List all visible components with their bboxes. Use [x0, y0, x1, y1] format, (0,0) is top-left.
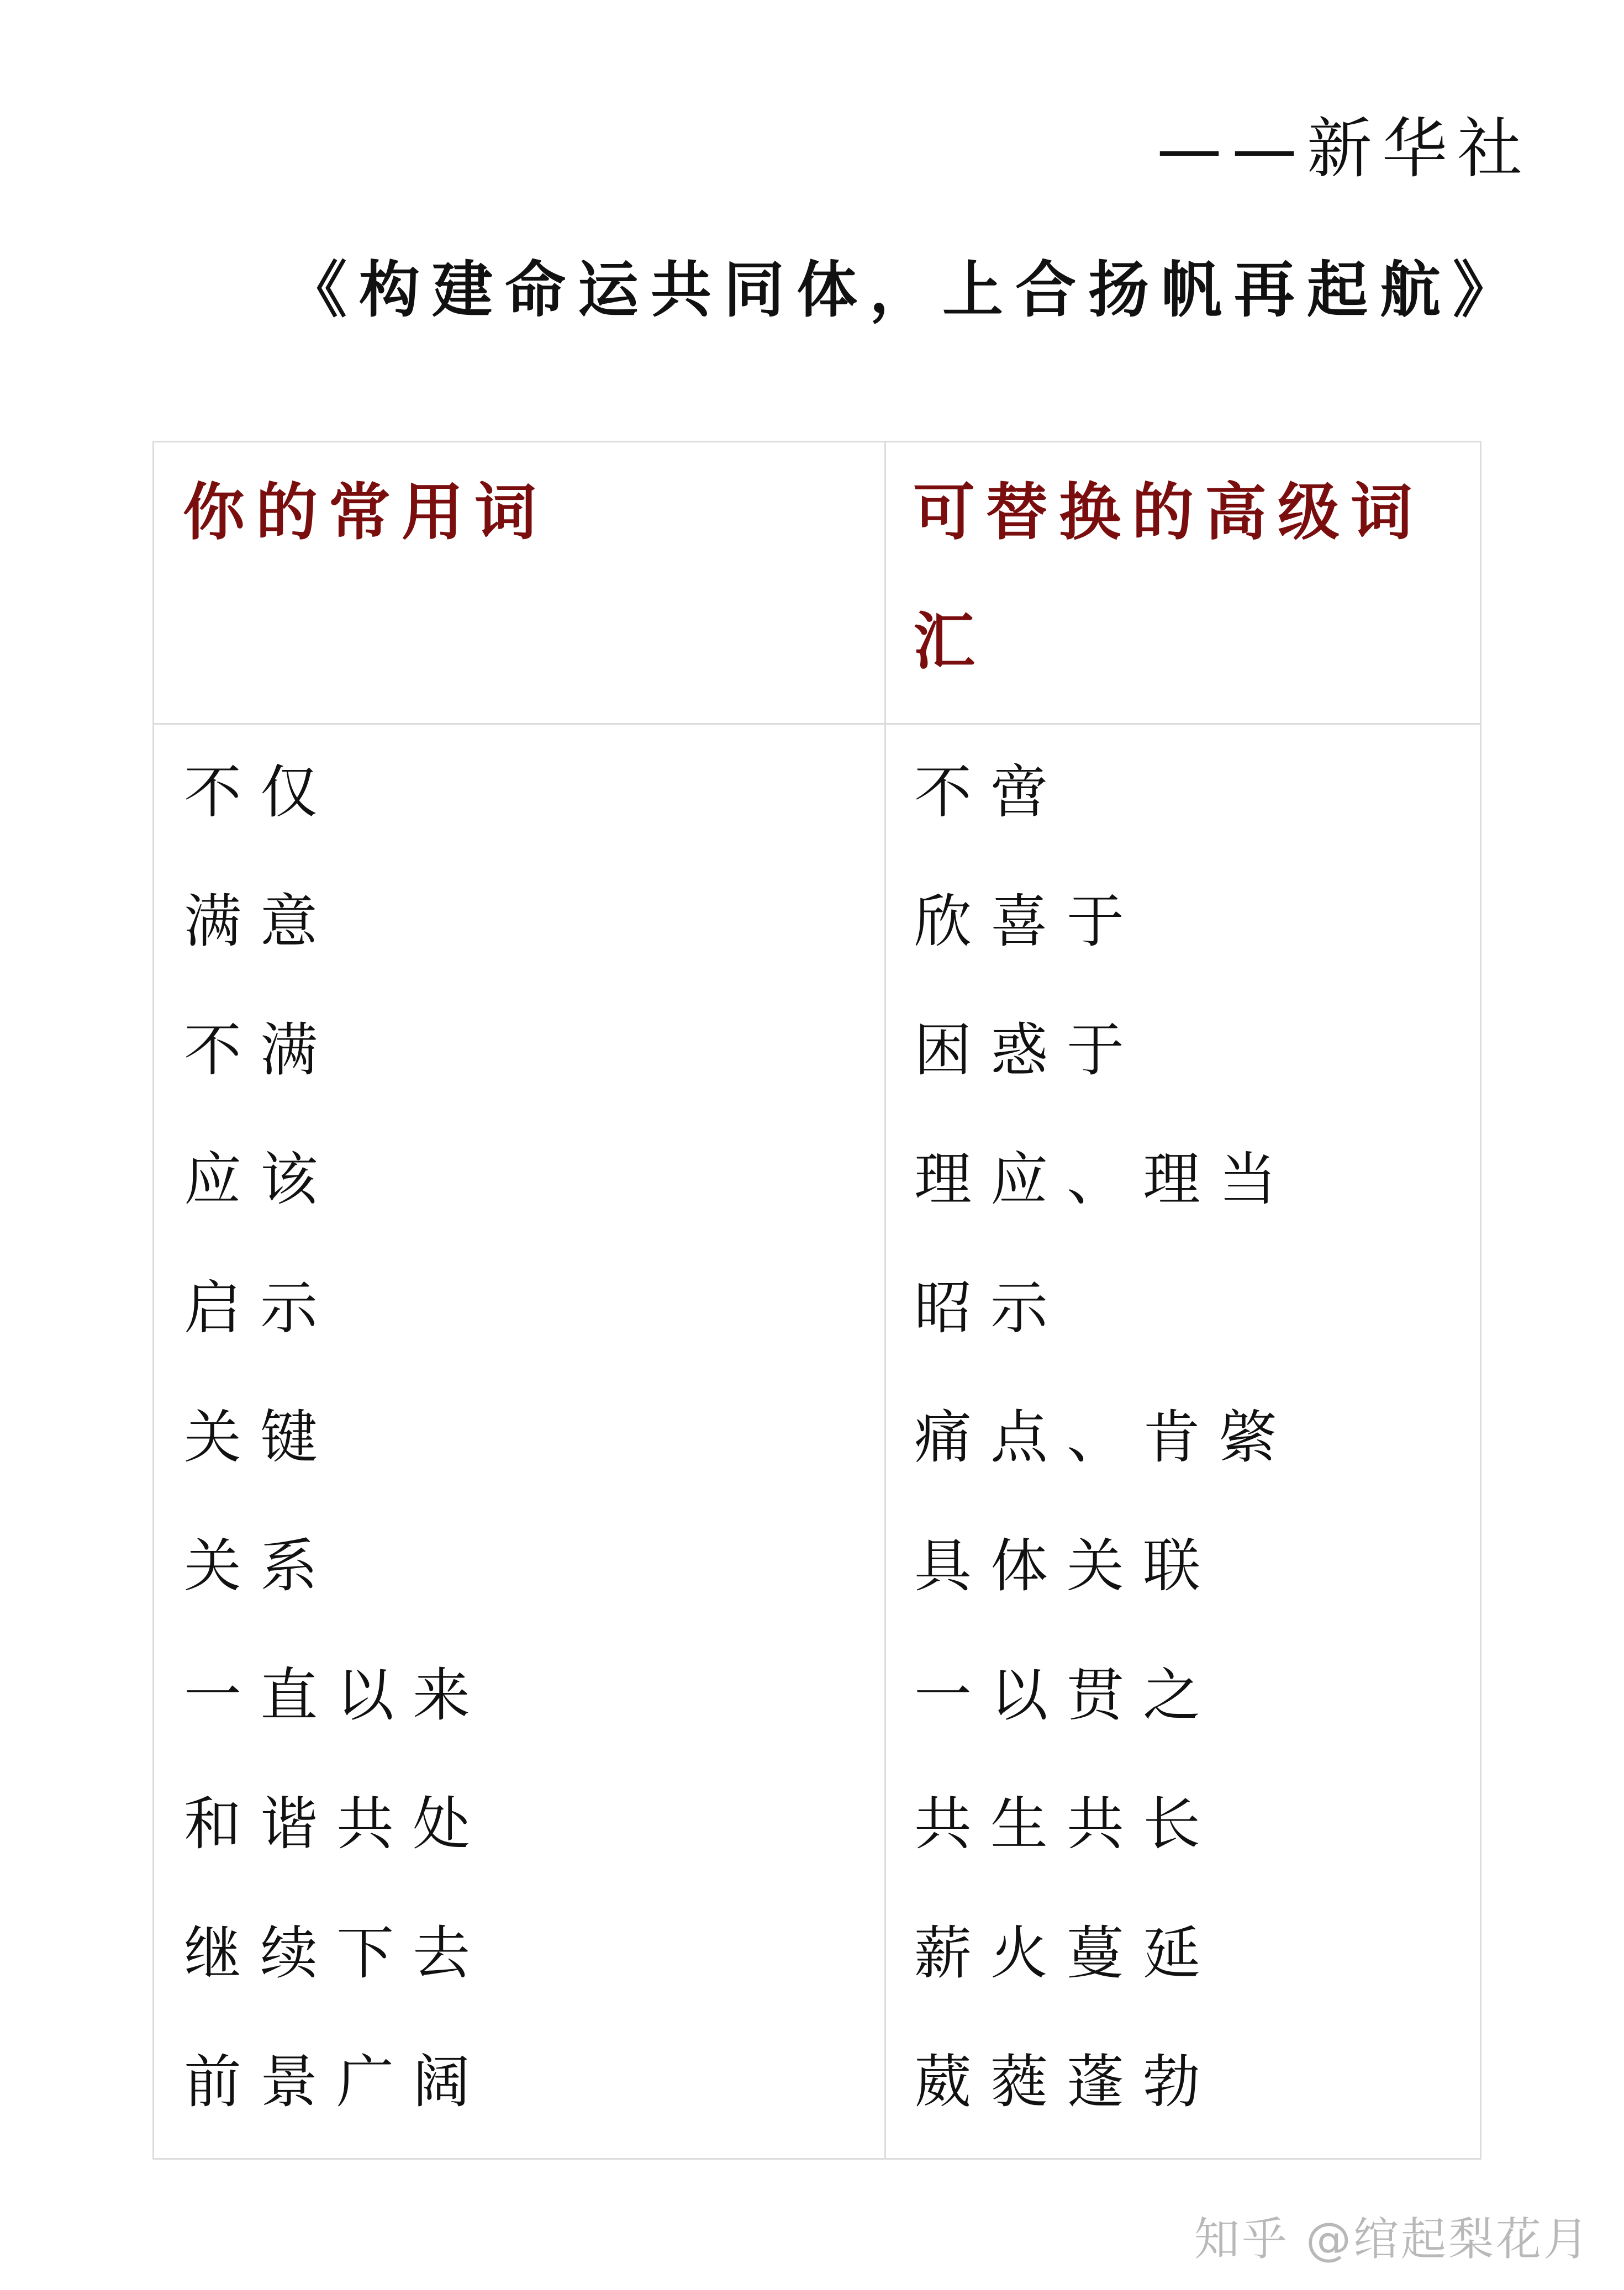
table-row	[154, 1370, 1480, 1499]
table-row	[154, 854, 1480, 983]
table-row	[154, 1112, 1480, 1241]
header-common-words: 你的常用词	[183, 477, 547, 548]
advanced-word: 一以贯之	[914, 1661, 1220, 1729]
advanced-word: 理应、理当	[914, 1145, 1296, 1213]
common-word: 关键	[184, 1403, 337, 1471]
advanced-word: 昭示	[914, 1274, 1067, 1342]
common-word: 应该	[184, 1145, 337, 1213]
common-word: 一直以来	[184, 1661, 489, 1729]
table-row	[154, 725, 1480, 854]
common-word: 不满	[184, 1016, 337, 1084]
advanced-word: 薪火蔓延	[914, 1919, 1220, 1987]
common-word: 启示	[184, 1274, 337, 1342]
table-row	[154, 1241, 1480, 1370]
table-row	[154, 983, 1480, 1112]
common-word: 继续下去	[184, 1919, 489, 1987]
common-word: 前景广阔	[184, 2048, 489, 2115]
advanced-word: 不啻	[914, 758, 1067, 826]
advanced-word: 具体关联	[914, 1532, 1220, 1600]
advanced-word: 欣喜于	[914, 887, 1143, 955]
table-row	[154, 1498, 1480, 1628]
common-word: 不仅	[184, 758, 337, 826]
advanced-word: 困惑于	[914, 1016, 1143, 1084]
advanced-word: 痛点、肯綮	[914, 1403, 1296, 1471]
table-row	[154, 1628, 1480, 1757]
table-row	[154, 2014, 1480, 2144]
common-word: 和谐共处	[184, 1790, 489, 1858]
vocabulary-table	[152, 441, 1481, 2160]
article-title: 《构建命运共同体，上合扬帆再起航》	[286, 255, 1526, 325]
watermark: 知乎 @绾起梨花月	[1194, 2213, 1591, 2266]
table-row	[154, 1756, 1480, 1886]
table-row	[154, 1886, 1480, 2015]
advanced-word: 共生共长	[914, 1790, 1220, 1858]
source-attribution: ——新华社	[1156, 110, 1532, 187]
header-advanced-words: 可替换的高级词汇	[913, 477, 1423, 678]
advanced-word: 葳蕤蓬勃	[914, 2048, 1220, 2115]
common-word: 满意	[184, 887, 337, 955]
common-word: 关系	[184, 1532, 337, 1600]
table-body	[154, 725, 1480, 2144]
